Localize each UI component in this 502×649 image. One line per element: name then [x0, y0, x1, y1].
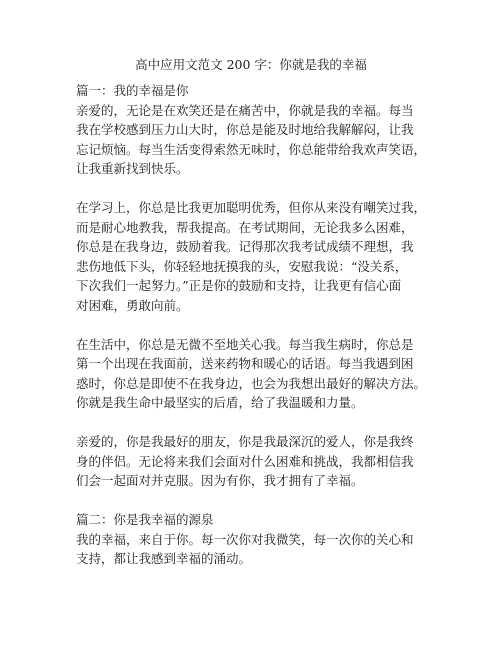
text-line: 惑时，你总是即使不在我身边，也会为我想出最好的解决方法。 — [76, 375, 427, 391]
section-2 — [76, 510, 436, 569]
document-title: 高中应用文范文 200 字：你就是我的幸福 — [135, 57, 367, 72]
text-line: 亲爱的，无论是在欢笑还是在痛苦中，你就是我的幸福。每当 — [76, 102, 414, 118]
text-line: 第一个出现在我面前，送来药物和暖心的话语。每当我遇到困 — [76, 356, 414, 371]
text-line: 我的幸福，来自于你。每一次你对我微笑，每一次你的关心和 — [76, 531, 414, 547]
text-line: 支持，都让我感到幸福的涌动。 — [76, 551, 252, 566]
text-line: 悲伤地低下头，你轻轻地抚摸我的头，安慰我说：“没关系， — [76, 258, 408, 274]
text-line: 忘记烦恼。每当生活变得索然无味时，你总能带给我欢声笑语， — [76, 141, 427, 157]
text-line: 亲爱的，你是我最好的朋友，你是我最深沉的爱人，你是我终 — [76, 434, 414, 449]
section-1 — [76, 81, 436, 491]
text-line: 下次我们一起努力。”正是你的鼓励和支持，让我更有信心面 — [76, 278, 402, 293]
paragraph — [76, 530, 436, 569]
text-line: 们会一起面对并克服。因为有你，我才拥有了幸福。 — [76, 473, 364, 488]
text-line: 我在学校感到压力山大时，你总是能及时地给我解解闷，让我 — [76, 122, 414, 137]
paragraph — [76, 432, 436, 491]
text-line: 你就是我生命中最坚实的后盾，给了我温暖和力量。 — [76, 395, 364, 410]
section-heading: 篇一：我的幸福是你 — [76, 83, 189, 98]
section-heading: 篇二：你是我幸福的源泉 — [76, 512, 214, 527]
text-line: 对困难，勇敢向前。 — [76, 297, 189, 313]
text-line: 在生活中，你总是无微不至地关心我。每当我生病时，你总是 — [76, 336, 414, 352]
text-line: 你总是在我身边，鼓励着我。记得那次我考试成绩不理想，我 — [76, 239, 414, 254]
text-line: 而是耐心地教我，帮我提高。在考试期间，无论我多么困难， — [76, 219, 414, 235]
paragraph — [76, 335, 436, 413]
document-body — [76, 81, 436, 588]
paragraph — [76, 101, 436, 179]
text-line: 身的伴侣。无论将来我们会面对什么困难和挑战，我都相信我 — [76, 453, 414, 469]
text-line: 在学习上，你总是比我更加聪明优秀，但你从来没有嘲笑过我， — [76, 200, 427, 215]
text-line: 让我重新找到快乐。 — [76, 161, 189, 176]
paragraph — [76, 198, 436, 315]
